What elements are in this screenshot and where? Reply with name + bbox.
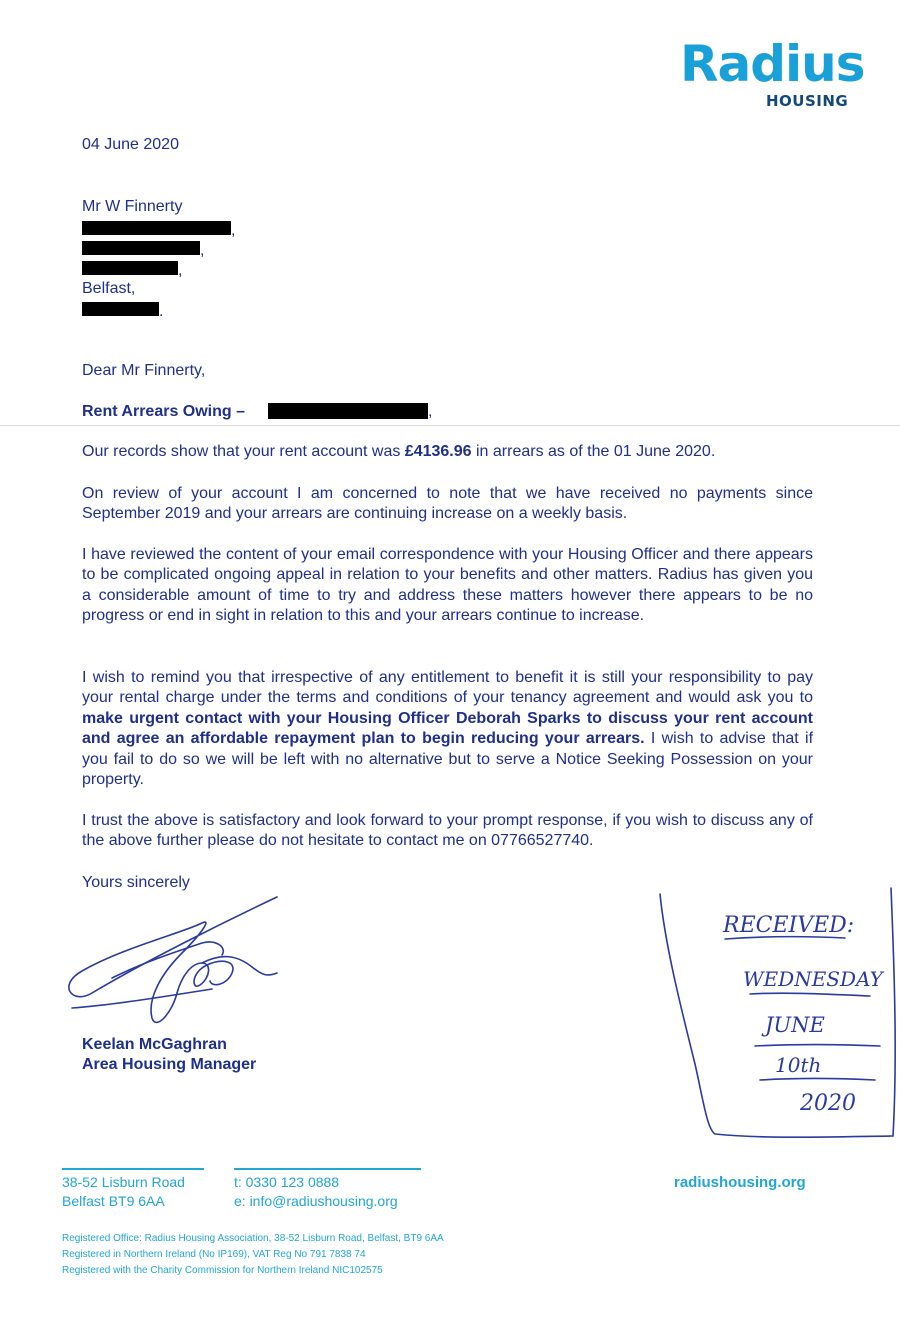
paragraph-reminder — [82, 668, 813, 790]
logo-wordmark: Radius — [680, 35, 865, 93]
recipient-city: Belfast, — [82, 280, 136, 297]
redacted-address-line-2 — [82, 241, 200, 255]
p4-text-end: I wish to advise that if you fail to do so we will be left with no alternative but to serve a Notice Seeking Possession on your property. — [82, 730, 814, 789]
address-comma: , — [200, 242, 205, 259]
address-comma: , — [178, 262, 183, 279]
p1-text: Our records show that your rent account was — [82, 443, 405, 460]
stamp-line-day: WEDNESDAY — [743, 967, 883, 991]
paper-fold — [0, 425, 900, 426]
radius-housing-logo — [680, 34, 880, 114]
footer-rule-contact — [234, 1168, 421, 1170]
logo-subtitle: HOUSING — [766, 92, 849, 110]
p4-bold-instruction: make urgent contact with your Housing Officer Deborah Sparks to discuss your rent account and agree an affordable repayment plan to begin reducing your arrears. — [82, 709, 813, 748]
subject-comma: , — [428, 403, 433, 420]
paragraph-arrears-amount — [82, 442, 813, 462]
paragraph-review: I have reviewed the content of your email correspondence with your Housing Officer and there appears to be complicated ongoing appeal in relation to your benefits and other matters. Radius has given you a considerable amount of time to try and address these matters however there appears to be no progress or end in sight in relation to this and your arrears continue to increase. — [82, 546, 813, 625]
stamp-line-year: 2020 — [800, 1091, 856, 1116]
address-period: . — [159, 303, 164, 320]
stamp-line-month: JUNE — [765, 1013, 825, 1037]
signatory-name: Keelan McGaghran — [82, 1036, 227, 1053]
redacted-address-line-3 — [82, 261, 178, 275]
footer-address-line-2: Belfast BT9 6AA — [62, 1193, 165, 1209]
footer-address-line-1: 38-52 Lisburn Road — [62, 1174, 185, 1190]
footer-email[interactable]: e: info@radiushousing.org — [234, 1193, 398, 1209]
paragraph-closing-remarks: I trust the above is satisfactory and look forward to your prompt response, if you wish to discuss any of the above further please do not hesitate to contact me on 07766527740. — [82, 812, 813, 850]
footer-rule-address — [62, 1168, 204, 1170]
redacted-reference — [268, 403, 428, 419]
subject-line: Rent Arrears Owing – — [82, 403, 246, 420]
redacted-address-line-1 — [82, 221, 231, 235]
stamp-line-date: 10th — [775, 1053, 822, 1077]
closing: Yours sincerely — [82, 874, 190, 891]
handwritten-received-note — [655, 884, 900, 1144]
signatory-title: Area Housing Manager — [82, 1056, 257, 1073]
p4-text: I wish to remind you that irrespective of any entitlement to benefit it is still your responsibility to pay your rental charge under the terms and conditions of your tenancy agreement and would ask you to — [82, 669, 813, 707]
address-comma: , — [231, 222, 236, 239]
legal-charity: Registered with the Charity Commission for Northern Ireland NIC102575 — [62, 1265, 383, 1276]
signature — [52, 893, 287, 1033]
letter-date: 04 June 2020 — [82, 136, 179, 153]
arrears-amount: £4136.96 — [404, 443, 472, 460]
recipient-name: Mr W Finnerty — [82, 198, 183, 215]
stamp-line-received: RECEIVED: — [723, 913, 855, 938]
redacted-postcode — [82, 302, 159, 316]
paragraph-no-payments: On review of your account I am concerned to note that we have received no payments since September 2019 and your arrears are continuing increase on a weekly basis. — [82, 485, 813, 523]
footer-phone: t: 0330 123 0888 — [234, 1174, 340, 1190]
footer-website-link[interactable]: radiushousing.org — [674, 1174, 806, 1191]
legal-registration: Registered in Northern Ireland (No IP169), VAT Reg No 791 7838 74 — [62, 1249, 366, 1260]
legal-registered-office: Registered Office: Radius Housing Association, 38-52 Lisburn Road, Belfast, BT9 6AA — [62, 1233, 444, 1244]
p1-text-end: in arrears as of the 01 June 2020. — [471, 443, 716, 460]
salutation: Dear Mr Finnerty, — [82, 362, 206, 379]
